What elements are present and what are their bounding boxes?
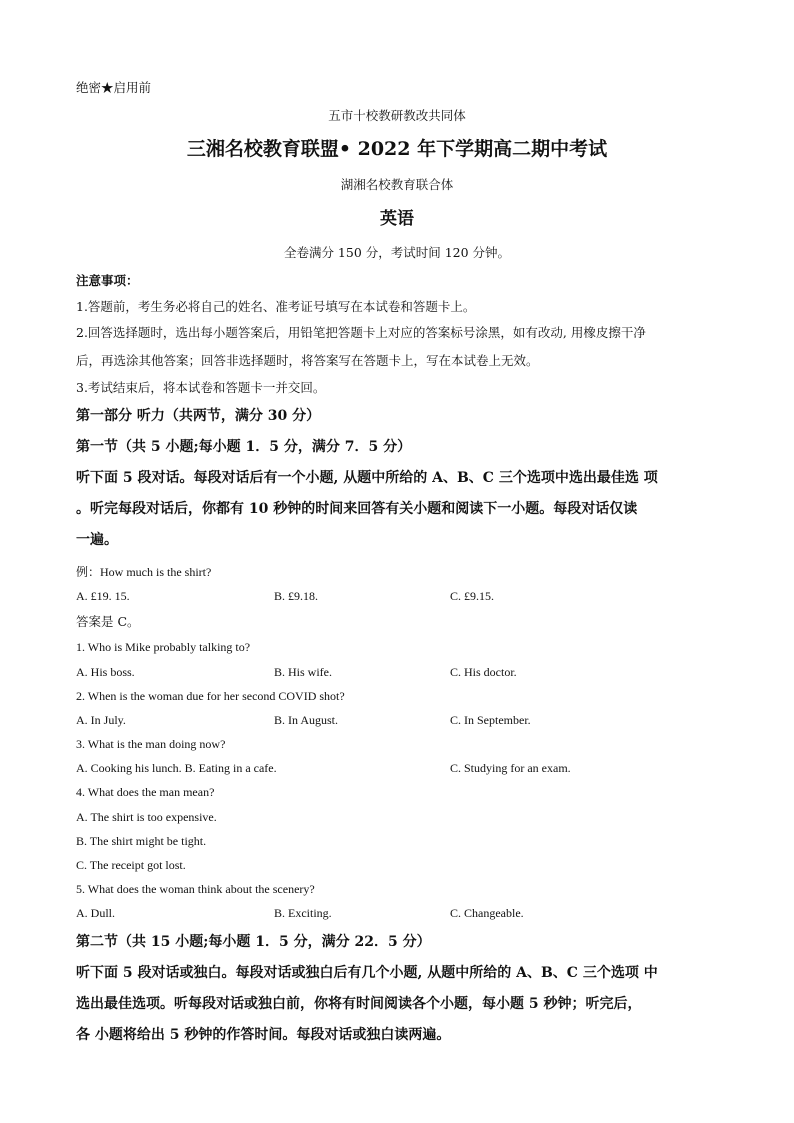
example-option-a: A. £19. 15.	[76, 589, 130, 603]
example-answer: 答案是 C。	[76, 614, 140, 629]
q4-option-c: C. The receipt got lost.	[76, 858, 186, 872]
question-5: 5. What does the woman think about the scenery?	[76, 882, 315, 896]
section2-instruction: 选出最佳选项。听每段对话或独白前，你将有时间阅读各个小题，每小题 5 秒钟；听完后，	[76, 996, 642, 1012]
section2-instruction: 听下面 5 段对话或独白。每段对话或独白后有几个小题, 从题中所给的 A、B、C 三个选项 中	[76, 965, 658, 981]
q5-option-c: C. Changeable.	[450, 906, 524, 920]
confidential-label: 绝密★启用前	[76, 80, 152, 95]
question-2: 2. When is the woman due for her second COVID shot?	[76, 689, 345, 703]
question-4: 4. What does the man mean?	[76, 785, 215, 799]
section2-instruction: 各 小题将给出 5 秒钟的作答时间。每段对话或独白读两遍。	[76, 1027, 451, 1043]
notes-title: 注意事项：	[76, 273, 139, 288]
score-time: 全卷满分 150 分，考试时间 120 分钟。	[283, 245, 511, 260]
q2-option-a: A. In July.	[76, 713, 126, 727]
section1-instruction: 。听完每段对话后，你都有 10 秒钟的时间来回答有关小题和阅读下一小题。每段对话仅读	[76, 501, 638, 517]
question-1: 1. Who is Mike probably talking to?	[76, 640, 251, 654]
part1-title: 第一部分 听力（共两节，满分 30 分）	[76, 408, 321, 424]
q5-option-a: A. Dull.	[76, 906, 115, 920]
q5-option-b: B. Exciting.	[274, 906, 332, 920]
subject-title: 英语	[380, 209, 414, 229]
section1-instruction: 一遍。	[76, 532, 118, 548]
union-top: 五市十校教研教改共同体	[328, 108, 466, 123]
note-item: 3.考试结束后，将本试卷和答题卡一并交回。	[76, 380, 326, 395]
q2-option-c: C. In September.	[450, 713, 531, 727]
note-item: 2.回答选择题时，选出每小题答案后，用铅笔把答题卡上对应的答案标号涂黑，如有改动, 用橡皮擦干净	[76, 325, 646, 340]
note-item: 1.答题前，考生务必将自己的姓名、准考证号填写在本试卷和答题卡上。	[76, 299, 476, 314]
exam-title: 三湘名校教育联盟• 2022 年下学期高二期中考试	[186, 138, 608, 160]
section1-instruction: 听下面 5 段对话。每段对话后有一个小题, 从题中所给的 A、B、C 三个选项中选出最佳选 项	[76, 470, 658, 486]
q3-option-c: C. Studying for an exam.	[450, 761, 571, 775]
q1-option-a: A. His boss.	[76, 665, 135, 679]
q4-option-a: A. The shirt is too expensive.	[76, 810, 217, 824]
q3-option-ab: A. Cooking his lunch. B. Eating in a cafe.	[76, 761, 277, 775]
question-3: 3. What is the man doing now?	[76, 737, 226, 751]
q1-option-c: C. His doctor.	[450, 665, 517, 679]
q2-option-b: B. In August.	[274, 713, 339, 727]
note-item: 后，再选涂其他答案；回答非选择题时，将答案写在答题卡上，写在本试卷上无效。	[76, 353, 539, 368]
q4-option-b: B. The shirt might be tight.	[76, 834, 207, 848]
section2-title: 第二节（共 15 小题;每小题 1．5 分，满分 22．5 分）	[76, 934, 431, 950]
section1-title: 第一节（共 5 小题;每小题 1．5 分，满分 7．5 分）	[76, 439, 412, 455]
example-option-c: C. £9.15.	[450, 589, 495, 603]
union-bottom: 湖湘名校教育联合体	[340, 177, 454, 192]
q1-option-b: B. His wife.	[274, 665, 332, 679]
example-option-b: B. £9.18.	[274, 589, 319, 603]
example-question: 例：How much is the shirt?	[76, 565, 212, 579]
